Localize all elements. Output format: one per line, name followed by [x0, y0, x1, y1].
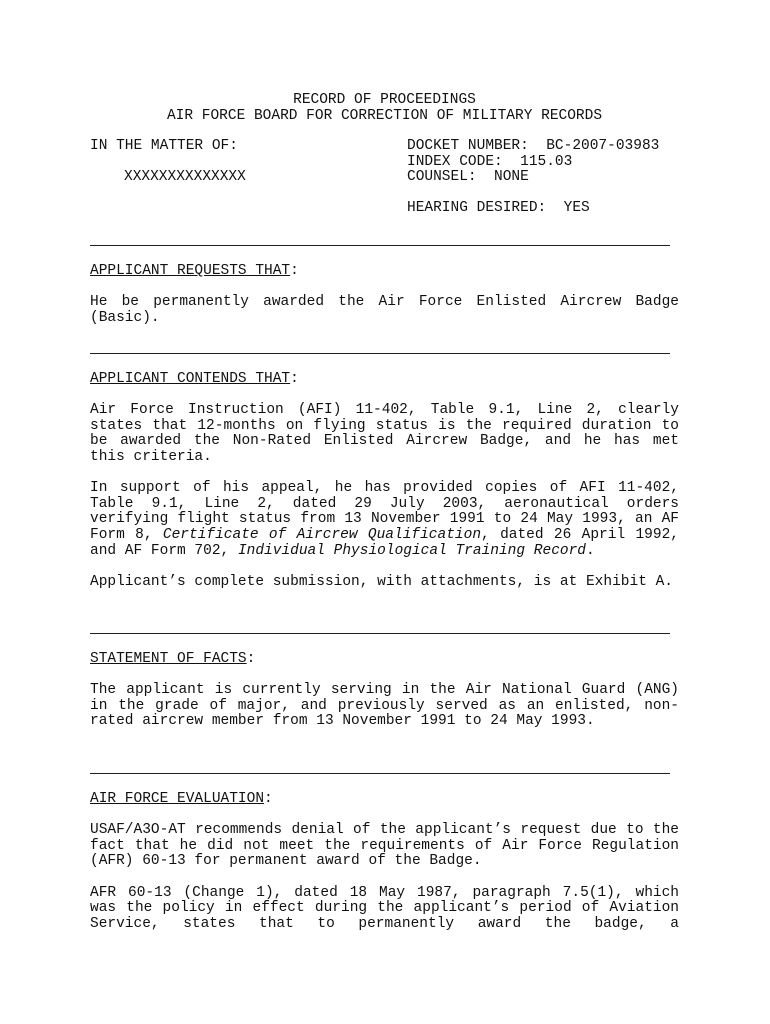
- contends-paragraph-1: Air Force Instruction (AFI) 11-402, Table 9.1, Line 2, clearly states that 12-months on flying status is the required duration to be awarded the Non-Rated Enlisted Aircrew Badge, and he has met this criteria.: [90, 402, 679, 465]
- evaluation-heading: AIR FORCE EVALUATION: [90, 791, 265, 807]
- heading-colon: :: [290, 371, 299, 387]
- text-run: , dated 26 April 1992, and AF Form 702,: [90, 526, 679, 559]
- hearing-desired: HEARING DESIRED: YES: [407, 200, 590, 217]
- counsel: COUNSEL: NONE: [407, 169, 529, 186]
- heading-colon: :: [246, 651, 256, 667]
- facts-heading: STATEMENT OF FACTS: [90, 651, 247, 667]
- requests-paragraph: He be permanently awarded the Air Force Enlisted Aircrew Badge (Basic).: [90, 294, 679, 326]
- title-line-2: AIR FORCE BOARD FOR CORRECTION OF MILITARY RECORDS: [166, 107, 603, 124]
- docket-number: DOCKET NUMBER: BC-2007-03983: [407, 138, 660, 154]
- section-heading: [90, 652, 679, 668]
- section-heading: [90, 264, 679, 280]
- docket-block: [407, 139, 737, 217]
- matter-block: [90, 139, 390, 186]
- divider-rule: [90, 773, 679, 774]
- document-title: [90, 93, 679, 124]
- evaluation-paragraph-2: AFR 60-13 (Change 1), dated 18 May 1987, paragraph 7.5(1), which was the policy in effect during the applicant’s period of Aviation Service, states that to permanently award the badge, a: [90, 884, 679, 932]
- divider-rule: [90, 245, 679, 246]
- contends-heading: APPLICANT CONTENDS THAT: [90, 371, 291, 387]
- heading-colon: :: [264, 791, 273, 807]
- evaluation-paragraph-1: USAF/A3O-AT recommends denial of the applicant’s request due to the fact that he did not meet the requirements of Air Force Regulation (AFR) 60-13 for permanent award of the Badge.: [90, 822, 679, 870]
- matter-label: IN THE MATTER OF:: [90, 138, 238, 154]
- index-code: INDEX CODE: 115.03: [407, 153, 573, 170]
- section-facts: [90, 652, 679, 730]
- contends-paragraph-2: [90, 481, 679, 559]
- section-contends: [90, 372, 679, 590]
- section-requests: [90, 264, 679, 326]
- heading-colon: :: [290, 263, 299, 279]
- section-evaluation: [90, 792, 679, 932]
- text-run: In support of his appeal, he has provided copies of AFI 11-402, Table 9.1, Line 2, dated 29 July 2003, aeronautical orders verifying flight status from 13 November 1991 to 24 May 1993, an AF Form 8,: [90, 480, 679, 543]
- facts-paragraph: The applicant is currently serving in the Air National Guard (ANG) in the grade of major, and previously served as an enlisted, non-rated aircrew member from 13 November 1991 to 24 May 1993.: [90, 682, 679, 730]
- text-run: .: [586, 542, 595, 559]
- contends-paragraph-3: Applicant’s complete submission, with attachments, is at Exhibit A.: [90, 573, 673, 590]
- applicant-name: XXXXXXXXXXXXXX: [124, 169, 246, 186]
- form-title-italic: Certificate of Aircrew Qualification: [162, 526, 482, 543]
- divider-rule: [90, 633, 679, 634]
- form-title-italic: Individual Physiological Training Record: [237, 542, 586, 559]
- section-heading: [90, 372, 679, 388]
- divider-rule: [90, 353, 679, 354]
- section-heading: [90, 792, 679, 808]
- requests-heading: APPLICANT REQUESTS THAT: [90, 263, 291, 279]
- title-line-1: RECORD OF PROCEEDINGS: [293, 92, 476, 108]
